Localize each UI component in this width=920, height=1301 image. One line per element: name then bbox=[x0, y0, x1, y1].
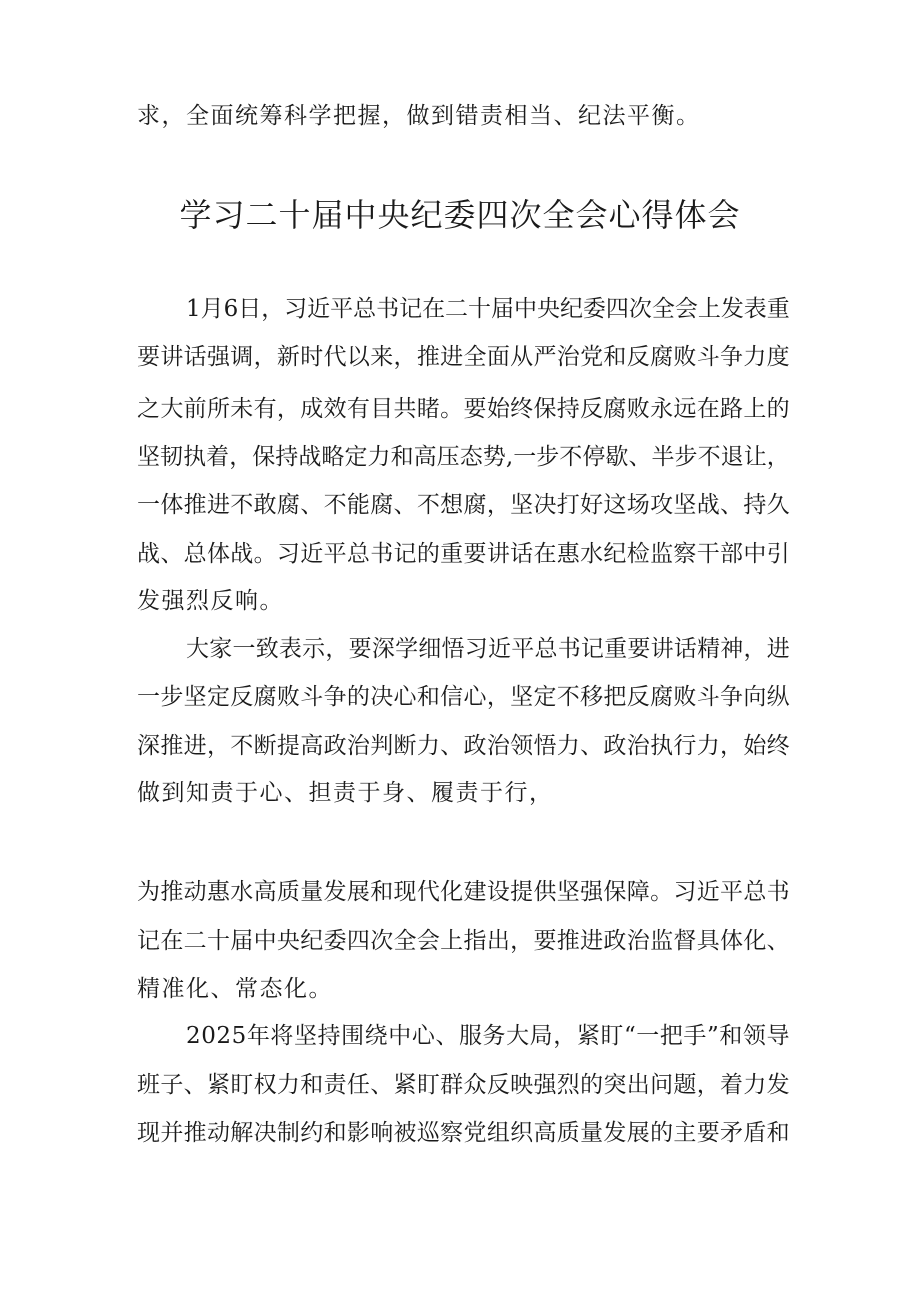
paragraph-line: 记在二十届中央纪委四次全会上指出，要推进政治监督具体化、 bbox=[137, 928, 790, 954]
document-title: 学习二十届中央纪委四次全会心得体会 bbox=[179, 196, 741, 234]
paragraph-line: 为推动惠水高质量发展和现代化建设提供坚强保障。习近平总书 bbox=[137, 879, 790, 905]
paragraph-line: 要讲话强调，新时代以来，推进全面从严治党和反腐败斗争力度 bbox=[137, 344, 790, 370]
paragraph-line: 深推进，不断提高政治判断力、政治领悟力、政治执行力，始终 bbox=[137, 733, 790, 759]
paragraph-line: 大家一致表示，要深学细悟习近平总书记重要讲话精神，进 bbox=[186, 636, 790, 662]
paragraph-line: 战、总体战。习近平总书记的重要讲话在惠水纪检监察干部中引 bbox=[137, 541, 790, 567]
paragraph-line: 精准化、常态化。 bbox=[137, 976, 333, 1002]
paragraph-line: 一步坚定反腐败斗争的决心和信心，坚定不移把反腐败斗争向纵 bbox=[137, 684, 790, 710]
paragraph-line: 坚韧执着，保持战略定力和高压态势,一步不停歇、半步不退让， bbox=[137, 444, 790, 470]
paragraph-line: 现并推动解决制约和影响被巡察党组织高质量发展的主要矛盾和 bbox=[137, 1120, 790, 1146]
paragraph-line: 2025年将坚持围绕中心、服务大局，紧盯“一把手”和领导 bbox=[186, 1023, 791, 1049]
paragraph-line: 一体推进不敢腐、不能腐、不想腐，坚决打好这场攻坚战、持久 bbox=[137, 492, 790, 518]
paragraph-line: 发强烈反响。 bbox=[137, 588, 284, 614]
paragraph-line: 求，全面统筹科学把握，做到错责相当、纪法平衡。 bbox=[137, 103, 701, 129]
paragraph-line: 1月6日，习近平总书记在二十届中央纪委四次全会上发表重 bbox=[186, 296, 790, 322]
paragraph-line: 之大前所未有，成效有目共睹。要始终保持反腐败永远在路上的 bbox=[137, 396, 790, 422]
paragraph-line: 班子、紧盯权力和责任、紧盯群众反映强烈的突出问题，着力发 bbox=[137, 1072, 790, 1098]
paragraph-line: 做到知责于心、担责于身、履责于行， bbox=[137, 780, 554, 806]
